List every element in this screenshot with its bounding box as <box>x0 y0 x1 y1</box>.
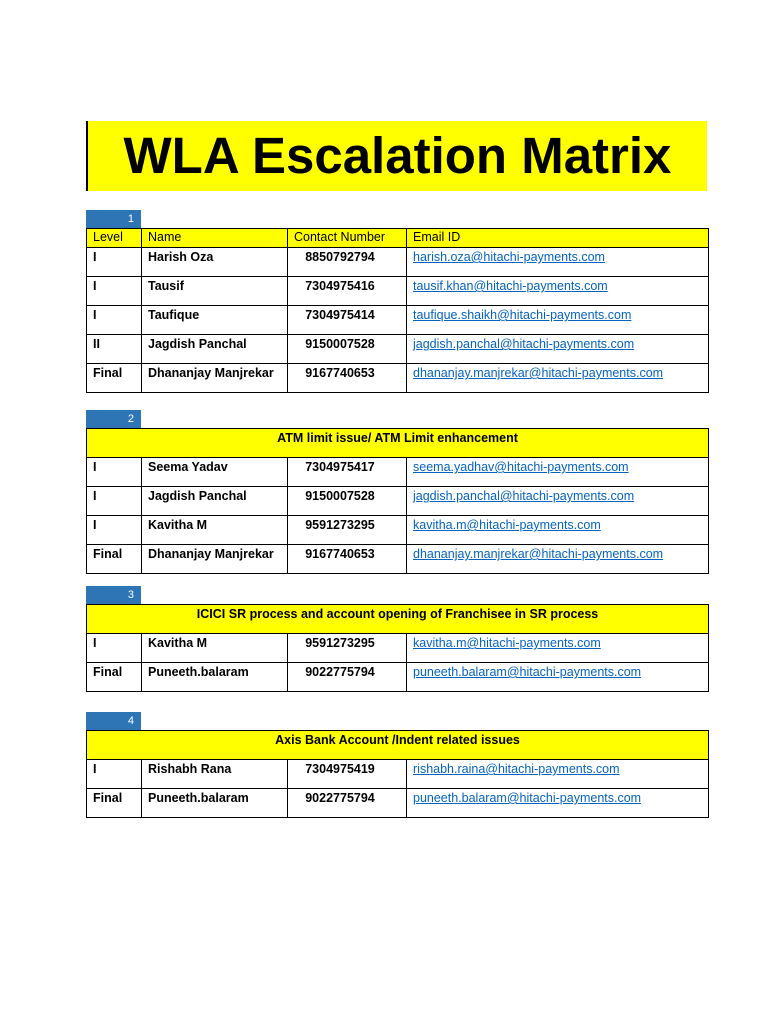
level-cell: I <box>87 306 142 335</box>
email-link[interactable]: seema.yadhav@hitachi-payments.com <box>407 458 709 487</box>
level-cell: I <box>87 487 142 516</box>
contact-cell: 9150007528 <box>288 335 407 364</box>
header-contact: Contact Number <box>288 229 407 248</box>
email-link[interactable]: kavitha.m@hitachi-payments.com <box>407 516 709 545</box>
contact-cell: 7304975416 <box>288 277 407 306</box>
contact-table <box>86 228 709 393</box>
email-link[interactable]: taufique.shaikh@hitachi-payments.com <box>407 306 709 335</box>
level-cell: I <box>87 634 142 663</box>
level-cell: Final <box>87 545 142 574</box>
table-row <box>87 663 709 692</box>
level-cell: I <box>87 277 142 306</box>
header-level: Level <box>87 229 142 248</box>
level-cell: I <box>87 248 142 277</box>
contact-cell: 9150007528 <box>288 487 407 516</box>
contact-cell: 7304975419 <box>288 760 407 789</box>
email-link[interactable]: tausif.khan@hitachi-payments.com <box>407 277 709 306</box>
contact-cell: 7304975414 <box>288 306 407 335</box>
header-email: Email ID <box>407 229 709 248</box>
name-cell: Dhananjay Manjrekar <box>142 364 288 393</box>
table-row <box>87 335 709 364</box>
name-cell: Harish Oza <box>142 248 288 277</box>
title-banner <box>86 121 707 191</box>
section-number: 3 <box>86 586 141 604</box>
contact-cell: 9591273295 <box>288 516 407 545</box>
contact-table <box>86 604 709 692</box>
level-cell: II <box>87 335 142 364</box>
name-cell: Puneeth.balaram <box>142 789 288 818</box>
table-row <box>87 248 709 277</box>
table-header-row <box>87 229 709 248</box>
table-row <box>87 545 709 574</box>
level-cell: Final <box>87 663 142 692</box>
name-cell: Puneeth.balaram <box>142 663 288 692</box>
name-cell: Seema Yadav <box>142 458 288 487</box>
level-cell: Final <box>87 364 142 393</box>
contact-cell: 9167740653 <box>288 364 407 393</box>
table-row <box>87 277 709 306</box>
contact-cell: 9591273295 <box>288 634 407 663</box>
email-link[interactable]: dhananjay.manjrekar@hitachi-payments.com <box>407 545 709 574</box>
name-cell: Dhananjay Manjrekar <box>142 545 288 574</box>
name-cell: Taufique <box>142 306 288 335</box>
contact-cell: 8850792794 <box>288 248 407 277</box>
table-row <box>87 634 709 663</box>
table-row <box>87 364 709 393</box>
level-cell: I <box>87 516 142 545</box>
table-row <box>87 306 709 335</box>
section-number: 2 <box>86 410 141 428</box>
name-cell: Jagdish Panchal <box>142 487 288 516</box>
table-row <box>87 516 709 545</box>
email-link[interactable]: rishabh.raina@hitachi-payments.com <box>407 760 709 789</box>
email-link[interactable]: puneeth.balaram@hitachi-payments.com <box>407 663 709 692</box>
section-caption: Axis Bank Account /Indent related issues <box>87 731 709 760</box>
email-link[interactable]: puneeth.balaram@hitachi-payments.com <box>407 789 709 818</box>
contact-cell: 9167740653 <box>288 545 407 574</box>
header-name: Name <box>142 229 288 248</box>
section-number: 4 <box>86 712 141 730</box>
name-cell: Kavitha M <box>142 516 288 545</box>
level-cell: I <box>87 760 142 789</box>
table-row <box>87 760 709 789</box>
email-link[interactable]: jagdish.panchal@hitachi-payments.com <box>407 487 709 516</box>
table-row <box>87 458 709 487</box>
name-cell: Jagdish Panchal <box>142 335 288 364</box>
level-cell: I <box>87 458 142 487</box>
section-caption-row <box>87 605 709 634</box>
table-row <box>87 487 709 516</box>
email-link[interactable]: kavitha.m@hitachi-payments.com <box>407 634 709 663</box>
contact-table <box>86 428 709 574</box>
contact-cell: 7304975417 <box>288 458 407 487</box>
name-cell: Rishabh Rana <box>142 760 288 789</box>
section-caption: ICICI SR process and account opening of Franchisee in SR process <box>87 605 709 634</box>
name-cell: Kavitha M <box>142 634 288 663</box>
contact-table <box>86 730 709 818</box>
page-title: WLA Escalation Matrix <box>123 127 672 184</box>
email-link[interactable]: dhananjay.manjrekar@hitachi-payments.com <box>407 364 709 393</box>
contact-cell: 9022775794 <box>288 789 407 818</box>
email-link[interactable]: harish.oza@hitachi-payments.com <box>407 248 709 277</box>
section-caption-row <box>87 429 709 458</box>
section-number: 1 <box>86 210 141 228</box>
table-row <box>87 789 709 818</box>
section-caption: ATM limit issue/ ATM Limit enhancement <box>87 429 709 458</box>
section-caption-row <box>87 731 709 760</box>
email-link[interactable]: jagdish.panchal@hitachi-payments.com <box>407 335 709 364</box>
name-cell: Tausif <box>142 277 288 306</box>
level-cell: Final <box>87 789 142 818</box>
contact-cell: 9022775794 <box>288 663 407 692</box>
